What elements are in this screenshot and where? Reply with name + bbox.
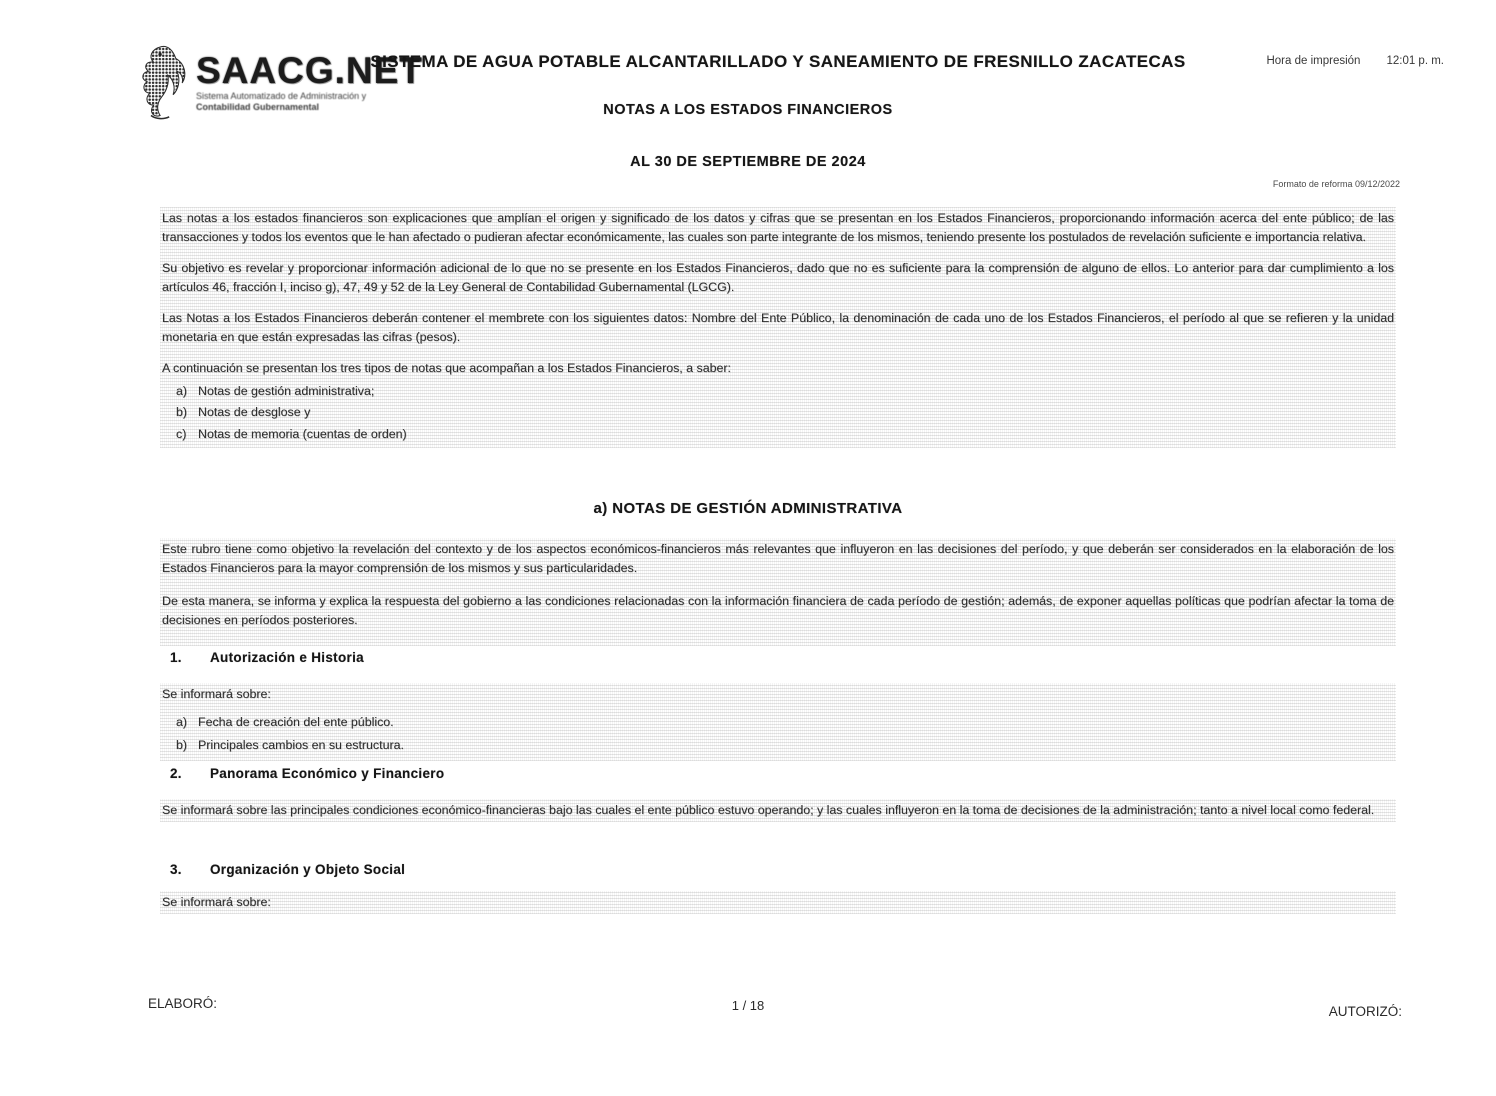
list-item-text: Notas de desglose y xyxy=(198,405,311,419)
list-item xyxy=(176,425,1394,444)
list-item-label: b) xyxy=(176,405,188,419)
section-2-paragraph: Se informará sobre las principales condiciones económico-financieras bajo las cuales el ente público estuvo operando; y las cuales influyeron en la toma de decisiones de la administración; tanto a nivel local como federal. xyxy=(162,803,1375,817)
print-time xyxy=(1266,55,1444,67)
heading-title: Organización y Objeto Social xyxy=(210,862,406,877)
heading-title: Autorización e Historia xyxy=(210,650,364,665)
list-item-text: Fecha de creación del ente público. xyxy=(198,715,394,729)
section-2-body xyxy=(160,799,1396,822)
section-a-title: a) NOTAS DE GESTIÓN ADMINISTRATIVA xyxy=(593,500,903,517)
intro-paragraph-4: A continuación se presentan los tres tipos de notas que acompañan a los Estados Financieros, a saber: xyxy=(162,361,731,375)
heading-number: 1. xyxy=(170,650,182,665)
list-item-text: Principales cambios en su estructura. xyxy=(198,738,404,752)
section-3-paragraph: Se informará sobre: xyxy=(162,895,271,909)
section-1-lead: Se informará sobre: xyxy=(162,687,271,701)
list-item xyxy=(176,713,1394,732)
logo-tagline-line1: Sistema Automatizado de Administración y xyxy=(196,91,367,101)
list-item-text: Notas de gestión administrativa; xyxy=(198,383,375,398)
footer-elaboro-label: ELABORÓ: xyxy=(148,996,218,1011)
list-item-text: Notas de memoria (cuentas de orden) xyxy=(198,426,407,441)
intro-paragraph-1: Las notas a los estados financieros son explicaciones que amplían el origen y significado de los datos y cifras que se presentan en los Estados Financieros, proporcionando información acerca del ente público; de las transacciones y todos los eventos que le han afectado o pudieran afectar económicamente, las cuales son parte integrante de los mismos, teniendo presente los postulados de revelación suficiente e importancia relativa. xyxy=(162,211,1394,244)
entity-title: SISTEMA DE AGUA POTABLE ALCANTARILLADO Y SANEAMIENTO DE FRESNILLO ZACATECAS xyxy=(370,52,1186,71)
section-3-body xyxy=(160,891,1396,914)
list-item xyxy=(176,382,1394,401)
heading-panorama-economico xyxy=(170,766,444,781)
intro-paragraph-2: Su objetivo es revelar y proporcionar información adicional de lo que no se presente en los Estados Financieros, dado que no es suficiente para la comprensión de alguno de ellos. Lo anterior para dar cumplimiento a los artículos 46, fracción I, inciso g), 47, 49 y 52 de la Ley General de Contabilidad Gubernamental (LGCG). xyxy=(162,261,1394,294)
print-time-label: Hora de impresión xyxy=(1266,55,1361,67)
list-item-label: b) xyxy=(176,738,188,752)
heading-organizacion-objeto-social xyxy=(170,862,405,877)
page-number-indicator: 1 / 18 xyxy=(731,998,765,1013)
heading-title: Panorama Económico y Financiero xyxy=(210,766,445,781)
list-item xyxy=(176,736,1394,755)
logo-tagline-line2: Contabilidad Gubernamental xyxy=(196,102,320,112)
intro-paragraph-3: Las Notas a los Estados Financieros deberán contener el membrete con los siguientes datos: Nombre del Ente Público, la denominación de cada uno de los Estados Financieros, el período al que se refieren y la unidad monetaria en que están expresadas las cifras (pesos). xyxy=(162,311,1394,344)
heading-number: 3. xyxy=(170,862,182,877)
intro-paragraphs xyxy=(160,207,1396,448)
list-item xyxy=(176,403,1394,422)
note-types-list xyxy=(162,382,1394,444)
list-item-label: a) xyxy=(176,715,188,729)
document-date: AL 30 DE SEPTIEMBRE DE 2024 xyxy=(630,154,866,170)
format-revision-note: Formato de reforma 09/12/2022 xyxy=(1272,179,1400,189)
logo-brand-text: SAACG.NET xyxy=(196,50,423,91)
section-a-paragraphs xyxy=(160,538,1396,646)
heading-autorizacion-e-historia xyxy=(170,650,364,665)
document-title: NOTAS A LOS ESTADOS FINANCIEROS xyxy=(603,102,893,118)
section-a-paragraph-1: Este rubro tiene como objetivo la revelación del contexto y de los aspectos económicos-financieros más relevantes que influyeron en las decisiones del período, y que deberán ser considerados en la elaboración de los Estados Financieros para la mayor comprensión de los mismos y sus particularidades. xyxy=(162,542,1394,575)
footer-autorizo-label: AUTORIZÓ: xyxy=(1328,1004,1402,1019)
list-item-label: a) xyxy=(176,383,188,398)
heading-number: 2. xyxy=(170,766,182,781)
print-time-value: 12:01 p. m. xyxy=(1386,55,1444,67)
section-a-paragraph-2: De esta manera, se informa y explica la respuesta del gobierno a las condiciones relacionadas con la información financiera de cada período de gestión; además, de exponer aquellas políticas que podrían afectar la toma de decisiones en períodos posteriores. xyxy=(162,594,1394,627)
section-1-sublist xyxy=(162,713,1394,755)
list-item-label: c) xyxy=(176,426,187,441)
section-1-body xyxy=(160,683,1396,761)
